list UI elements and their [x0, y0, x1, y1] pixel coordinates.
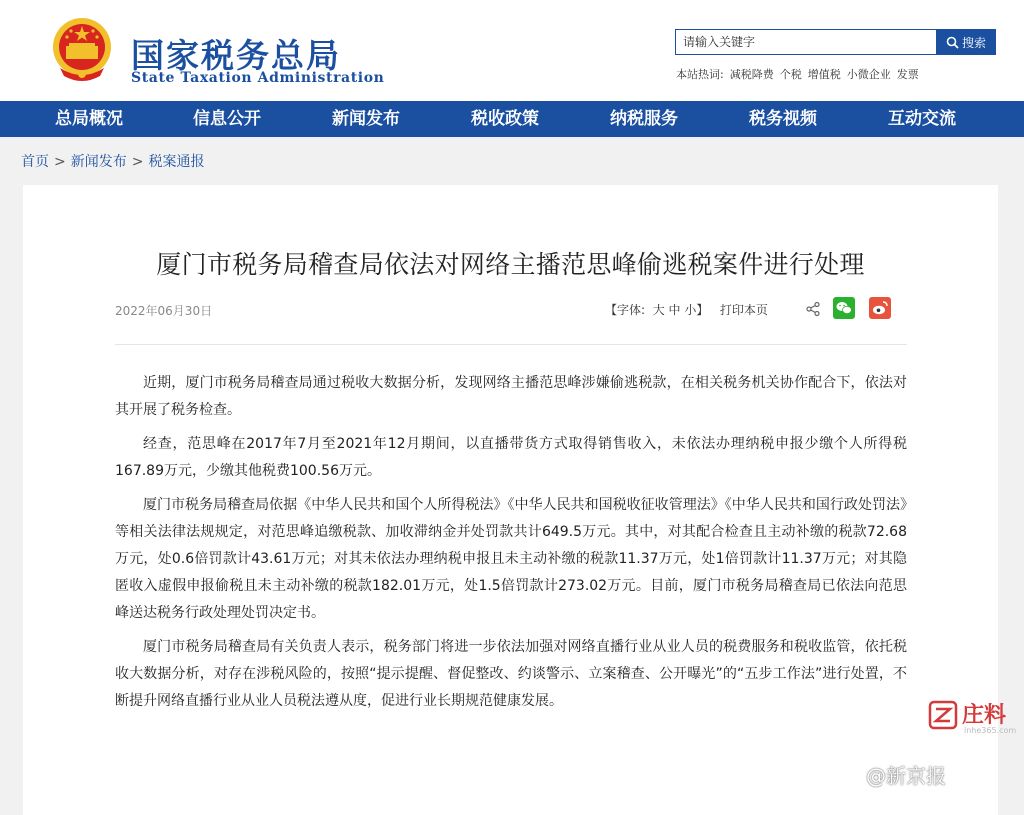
site-title-en[interactable]: State Taxation Administration [131, 70, 385, 86]
search-input[interactable] [676, 30, 936, 54]
title-divider [115, 344, 907, 345]
zhuangliao-text: 庄料 [962, 703, 1007, 728]
search-icon [946, 36, 959, 49]
breadcrumb-news[interactable]: 新闻发布 [70, 154, 127, 170]
search-box [675, 29, 936, 55]
article-paragraph: 厦门市税务局稽查局有关负责人表示，税务部门将进一步依法加强对网络直播行业从业人员的税费服务和税收监管，依托税收大数据分析，对存在涉税风险的，按照“提示提醒、督促整改、约谈警示、立案稽查、公开曝光”的“五步工作法”进行处置，不断提升网络直播行业从业人员税法遵从度，促进行业长期规范健康发展。 [115, 639, 907, 709]
hot-word-link[interactable]: 减税降费 [729, 68, 774, 81]
font-size-medium[interactable]: 中 [668, 303, 681, 317]
search-button[interactable] [936, 29, 996, 55]
hot-word-link[interactable]: 个税 [779, 68, 802, 81]
hot-words [676, 66, 925, 82]
nav-item-news[interactable]: 新闻发布 [332, 109, 400, 129]
font-size-small[interactable]: 小】 [684, 303, 709, 317]
hot-word-link[interactable]: 小微企业 [846, 68, 891, 81]
nav-item-interaction[interactable]: 互动交流 [888, 109, 956, 129]
article-paragraph: 厦门市税务局稽查局依据《中华人民共和国个人所得税法》《中华人民共和国税收征收管理法》《中华人民共和国行政处罚法》等相关法律法规规定，对范思峰追缴税款、加收滞纳金并处罚款共计649.5万元。其中，对其配合检查且主动补缴的税款72.68万元，处0.6倍罚款计43.61万元；对其未依法办理纳税申报且未主动补缴的税款11.37万元，处1倍罚款计11.37万元；对其隐匿收入虚假申报偷税且未主动补缴的税款182.01万元，处1.5倍罚款计273.02万元。目前，厦门市税务局稽查局已依法向范思峰送达税务行政处理处罚决定书。 [115, 497, 907, 621]
breadcrumb-separator: > [131, 154, 144, 170]
print-link[interactable]: 打印本页 [719, 303, 768, 317]
xinjingbao-watermark: @新京报 [866, 764, 946, 788]
nav-item-taxpayer-service[interactable]: 纳税服务 [610, 109, 678, 129]
article-tools [605, 301, 768, 318]
zhuangliao-url: lnhe365.com [964, 726, 1017, 735]
article-paragraph: 经查，范思峰在2017年7月至2021年12月期间，以直播带货方式取得销售收入，未依法办理纳税申报少缴个人所得税167.89万元，少缴其他税费100.56万元。 [115, 436, 907, 479]
site-title-cn[interactable]: 国家税务总局 [131, 36, 341, 75]
font-size-large[interactable]: 大 [652, 303, 665, 317]
breadcrumb-home[interactable]: 首页 [21, 154, 49, 170]
weibo-share-icon[interactable] [869, 297, 891, 319]
share-icon[interactable] [805, 301, 821, 317]
nav-item-info-disclosure[interactable]: 信息公开 [193, 109, 261, 129]
nav-item-tax-policy[interactable]: 税收政策 [471, 109, 539, 129]
breadcrumb-separator: > [54, 154, 66, 170]
breadcrumb-tax-cases[interactable]: 税案通报 [148, 154, 205, 170]
hot-word-link[interactable]: 增值税 [807, 68, 841, 81]
site-header [0, 0, 1024, 101]
article-title: 厦门市税务局稽查局依法对网络主播范思峰偷逃税案件进行处理 [156, 250, 865, 279]
breadcrumb [21, 151, 204, 171]
search-button-label: 搜索 [961, 35, 986, 50]
article-paragraph: 近期，厦门市税务局稽查局通过税收大数据分析，发现网络主播范思峰涉嫌偷逃税款，在相关税务机关协作配合下，依法对其开展了税务检查。 [115, 375, 907, 418]
hot-words-label: 本站热词: [676, 68, 724, 81]
nav-item-overview[interactable]: 总局概况 [55, 109, 123, 129]
article-date: 2022年06月30日 [115, 304, 213, 318]
wechat-share-icon[interactable] [833, 297, 855, 319]
article-container [23, 185, 998, 815]
main-nav [0, 101, 1024, 137]
hot-word-link[interactable]: 发票 [896, 68, 919, 81]
national-emblem-icon[interactable] [50, 16, 114, 84]
zhuangliao-watermark [928, 696, 1024, 740]
nav-item-tax-video[interactable]: 税务视频 [749, 109, 817, 129]
zhuangliao-logo-icon [928, 700, 958, 730]
article-body [115, 370, 907, 722]
font-size-label: 【字体: [605, 303, 646, 317]
